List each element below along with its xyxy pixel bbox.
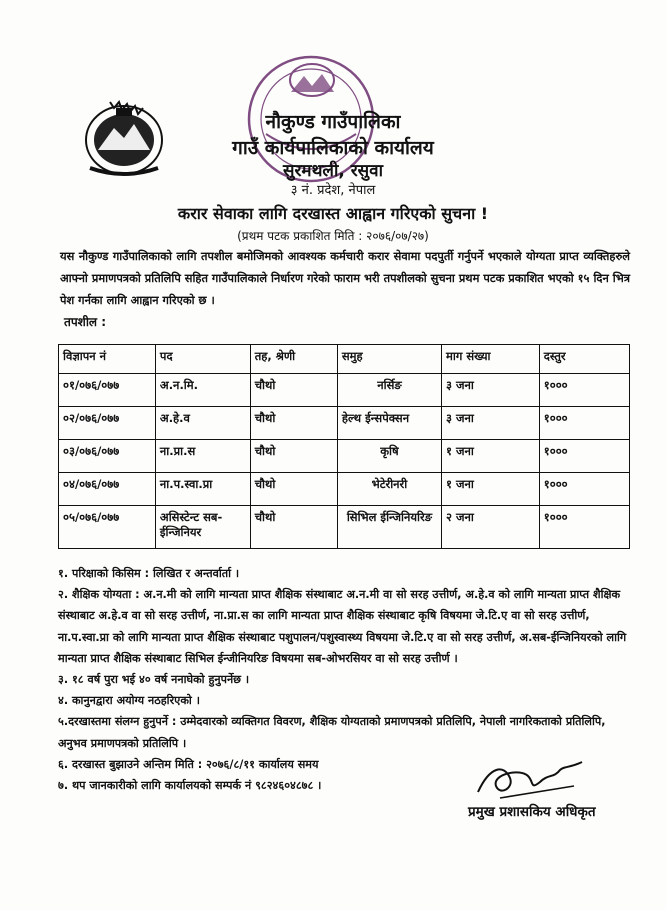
vacancy-table: [58, 344, 630, 549]
notice-title: करार सेवाका लागि दरखास्त आह्वान गरिएको सुचना !: [177, 204, 489, 223]
cell-group: नर्सिङ: [337, 374, 441, 407]
cell-demand: १ जना: [442, 440, 540, 473]
note-legal: ४. कानुनद्वारा अयोग्य नठहरिएको ।: [58, 694, 200, 708]
table-row: [59, 473, 630, 506]
cell-post: ना.प.स्वा.प्रा: [155, 473, 250, 506]
note-age: ३. १८ वर्ष पुरा भई ४० वर्ष ननाघेको हुनुपर्नेछ ।: [58, 673, 250, 687]
cell-group: हेल्थ ईन्सपेक्सन: [337, 407, 441, 440]
note-contact: ७. थप जानकारीको लागि कार्यालयको सम्पर्क नं ९८२४६०४८७८ ।: [58, 779, 322, 793]
municipality-name: नौकुण्ड गाउँपालिका: [265, 111, 401, 133]
table-header-row: [59, 345, 630, 374]
header-group: समुह: [337, 345, 441, 374]
cell-demand: ३ जना: [442, 374, 540, 407]
header-fee: दस्तुर: [539, 345, 629, 374]
cell-level: चौथो: [250, 473, 337, 506]
cell-ad-no: ०४/०७६/०७७: [59, 473, 156, 506]
table-row: [59, 506, 630, 549]
cell-level: चौथो: [250, 407, 337, 440]
table-row: [59, 374, 630, 407]
cell-ad-no: ०३/०७६/०७७: [59, 440, 156, 473]
header-post: पद: [155, 345, 250, 374]
note-qualification: २. शैक्षिक योग्यता : अ.न.मी को लागि मान्यता प्राप्त शैक्षिक संस्थाबाट अ.न.मी वा सो सरह उत्तीर्ण, अ.हे.व को लागि मान्यता प्राप्त शैक्षिक संस्थाबाट अ.हे.व वा सो सरह उत्तीर्ण, ना.प्रा.स का लागि मान्यता प्राप्त शैक्षिक संस्थाबाट कृषि विषयमा जे.टि.ए वा सो सरह उत्तीर्ण, ना.प.स्वा.प्रा को लागि मान्यता प्राप्त शैक्षिक संस्थाबाट पशुपालन/पशुस्वास्थ्य विषयमा जे.टि.ए वा सो सरह उत्तीर्ण, अ.सब-ईन्जिनियरको लागि मान्यता प्राप्त शैक्षिक संस्थाबाट सिभिल ईन्जीनियरिङ विषयमा सब-ओभरसियर वा सो सरह उत्तीर्ण ।: [58, 588, 627, 665]
cell-demand: २ जना: [442, 506, 540, 549]
cell-ad-no: ०२/०७६/०७७: [59, 407, 156, 440]
cell-group: सिभिल ईन्जिनियरिङ: [337, 506, 441, 549]
header-level: तह, श्रेणी: [250, 345, 337, 374]
table-row: [59, 407, 630, 440]
signature: [470, 756, 590, 804]
cell-level: चौथो: [250, 374, 337, 407]
cell-post: असिस्टेन्ट सब-ईन्जिनियर: [155, 506, 250, 549]
cell-fee: १०००: [539, 440, 629, 473]
cell-demand: ३ जना: [442, 407, 540, 440]
cell-fee: १०००: [539, 473, 629, 506]
table-row: [59, 440, 630, 473]
cell-post: अ.न.मि.: [155, 374, 250, 407]
cell-ad-no: ०१/०७६/०७७: [59, 374, 156, 407]
header-ad-no: विज्ञापन नं: [59, 345, 156, 374]
intro-paragraph: यस नौकुण्ड गाउँपालिकाको लागि तपशील बमोजिमको आवश्यक कर्मचारी करार सेवामा पदपुर्ती गर्नुपर्ने भएकाले योग्यता प्राप्त व्यक्तिहरुले आफ्नो प्रमाणपत्रको प्रतिलिपि सहित गाउँपालिकाले निर्धारण गरेको फाराम भरी तपशीलको सुचना प्रथम पटक प्रकाशित भएको १५ दिन भित्र पेश गर्नका लागि आह्वान गरिएको छ ।: [60, 249, 630, 307]
cell-fee: १०००: [539, 506, 629, 549]
cell-group: कृषि: [337, 440, 441, 473]
cell-post: अ.हे.व: [155, 407, 250, 440]
cell-post: ना.प्रा.स: [155, 440, 250, 473]
publish-date: (प्रथम पटक प्रकाशित मिति : २०७६/०७/२७): [237, 229, 429, 243]
details-label: तपशील :: [64, 315, 107, 329]
cell-fee: १०००: [539, 407, 629, 440]
note-attachments: ५.दरखास्तमा संलग्न हुनुपर्ने : उम्मेदवारको व्यक्तिगत विवरण, शैक्षिक योग्यताको प्रमाणपत्रको प्रतिलिपि, नेपाली नागरिकताको प्रतिलिपि, अनुभव प्रमाणपत्रको प्रतिलिपि ।: [58, 715, 606, 750]
office-name: गाउँ कार्यपालिकाको कार्यालय: [232, 137, 434, 159]
officer-title: प्रमुख प्रशासकिय अधिकृत: [468, 804, 596, 820]
note-deadline: ६. दरखास्त बुझाउने अन्तिम मिति : २०७६/८/११ कार्यालय समय: [58, 757, 319, 771]
office-location: सुरमथली, रसुवा: [282, 161, 384, 181]
cell-ad-no: ०५/०७६/०७७: [59, 506, 156, 549]
cell-level: चौथो: [250, 440, 337, 473]
cell-fee: १०००: [539, 374, 629, 407]
office-province: ३ नं. प्रदेश, नेपाल: [290, 183, 376, 198]
cell-level: चौथो: [250, 506, 337, 549]
cell-group: भेटेरीनरी: [337, 473, 441, 506]
note-exam-type: १. परिक्षाको किसिम : लिखित र अन्तर्वार्ता ।: [58, 567, 240, 580]
cell-demand: १ जना: [442, 473, 540, 506]
header-demand: माग संख्या: [442, 345, 540, 374]
